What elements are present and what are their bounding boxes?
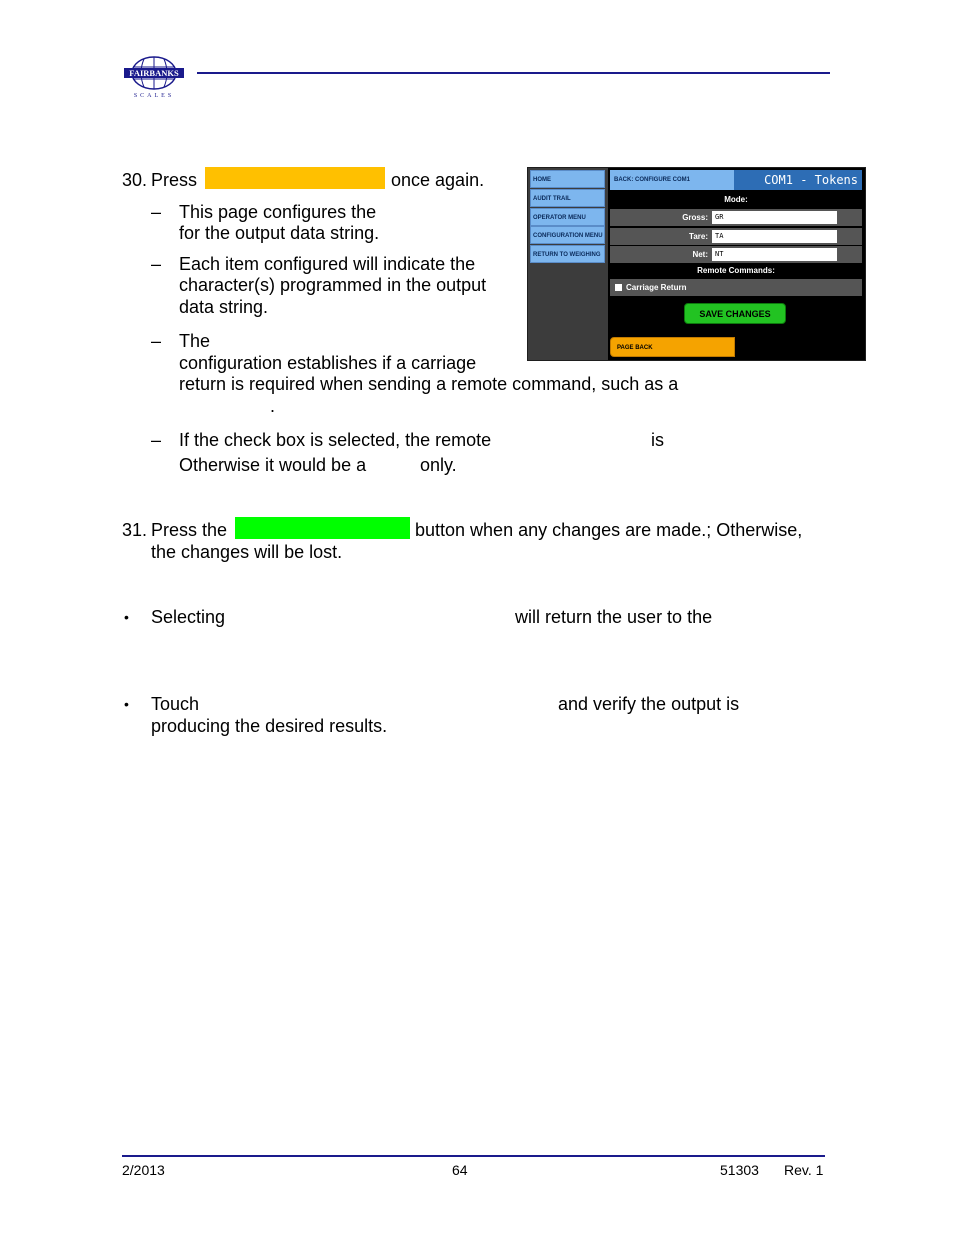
step-31-suffix: button when any changes are made.; Otherwise,	[415, 520, 803, 540]
logo-brand-text: FAIRBANKS	[129, 68, 179, 78]
sidebar-item-audit-trail[interactable]: AUDIT TRAIL	[530, 189, 605, 207]
sidebar-item-configuration-menu[interactable]: CONFIGURATION MENU	[530, 226, 605, 244]
footer-doc-number: 51303	[720, 1162, 759, 1178]
sidebar	[528, 168, 608, 360]
carriage-return-label: Carriage Return	[626, 283, 687, 292]
bullet-3-line-2: configuration establishes if a carriage	[179, 353, 477, 373]
highlight-button-reference	[205, 167, 385, 189]
footer-revision: Rev. 1	[784, 1162, 824, 1178]
bullet-b-part-2: and verify the output is	[558, 694, 740, 714]
step-30-suffix: once again.	[391, 170, 485, 190]
bullet-3-line-1: The	[179, 331, 211, 351]
bullet-4-line-2b: only.	[420, 455, 457, 475]
footer-date: 2/2013	[122, 1162, 165, 1178]
com1-tokens-screenshot	[527, 167, 866, 361]
bullet-1-line-2: for the output data string.	[179, 223, 380, 243]
remote-commands-label: Remote Commands:	[697, 266, 775, 275]
bullet-a-part-2: will return the user to the	[515, 607, 713, 627]
bullet-a-part-1: Selecting	[151, 607, 226, 627]
bullet-4-line-1b: is	[651, 430, 664, 450]
bullet-2-line-1: Each item configured will indicate the	[179, 254, 476, 274]
bullet-b-part-1: Touch	[151, 694, 200, 714]
header-rule	[197, 72, 830, 74]
dash-1: –	[151, 202, 162, 222]
net-label: Net:	[692, 250, 708, 259]
gross-row	[610, 209, 862, 226]
footer-page-number: 64	[452, 1162, 468, 1178]
bullet-3-line-4: .	[270, 396, 276, 416]
sidebar-item-return-to-weighing[interactable]: RETURN TO WEIGHING	[530, 245, 605, 263]
main-panel	[608, 168, 865, 360]
mode-label: Mode:	[724, 195, 748, 204]
dash-2: –	[151, 254, 162, 274]
tare-label: Tare:	[689, 232, 708, 241]
bullet-2-line-2: character(s) programmed in the output	[179, 275, 487, 295]
step-30-prefix: Press	[151, 170, 198, 190]
gross-label: Gross:	[682, 213, 708, 222]
footer-rule	[122, 1155, 825, 1157]
step-31-number: 31.	[122, 520, 148, 540]
bullet-1-line-1: This page configures the	[179, 202, 377, 222]
dash-4: –	[151, 430, 162, 450]
sidebar-item-operator-menu[interactable]: OPERATOR MENU	[530, 208, 605, 226]
bullet-4-line-2a: Otherwise it would be a	[179, 455, 367, 475]
step-31-line-2: the changes will be lost.	[151, 542, 343, 562]
sidebar-item-home[interactable]: HOME	[530, 170, 605, 188]
tare-row	[610, 228, 862, 245]
tare-input[interactable]: TA	[712, 230, 837, 243]
bullet-marker-2: •	[124, 696, 129, 712]
net-input[interactable]: NT	[712, 248, 837, 261]
bullet-2-line-3: data string.	[179, 297, 269, 317]
back-button[interactable]: BACK: CONFIGURE COM1	[610, 170, 734, 190]
carriage-return-checkbox[interactable]	[615, 284, 622, 291]
step-31-prefix: Press the	[151, 520, 228, 540]
save-changes-button[interactable]: SAVE CHANGES	[684, 303, 786, 324]
net-row	[610, 246, 862, 263]
carriage-return-row	[610, 279, 862, 296]
bullet-b-line-2: producing the desired results.	[151, 716, 388, 736]
dash-3: –	[151, 331, 162, 351]
page-title: COM1 - Tokens	[734, 170, 862, 190]
logo-sub-text: SCALES	[133, 93, 175, 99]
bullet-4-line-1a: If the check box is selected, the remote	[179, 430, 492, 450]
page-back-button[interactable]: PAGE BACK	[610, 337, 735, 357]
fairbanks-logo	[122, 55, 186, 99]
step-30-number: 30.	[122, 170, 148, 190]
step-31-line	[122, 519, 227, 541]
bullet-marker-1: •	[124, 609, 129, 625]
step-30-line	[122, 169, 197, 191]
bullet-3-line-3: return is required when sending a remote command, such as a	[179, 374, 679, 394]
gross-input[interactable]: GR	[712, 211, 837, 224]
highlight-save-reference	[235, 517, 410, 539]
